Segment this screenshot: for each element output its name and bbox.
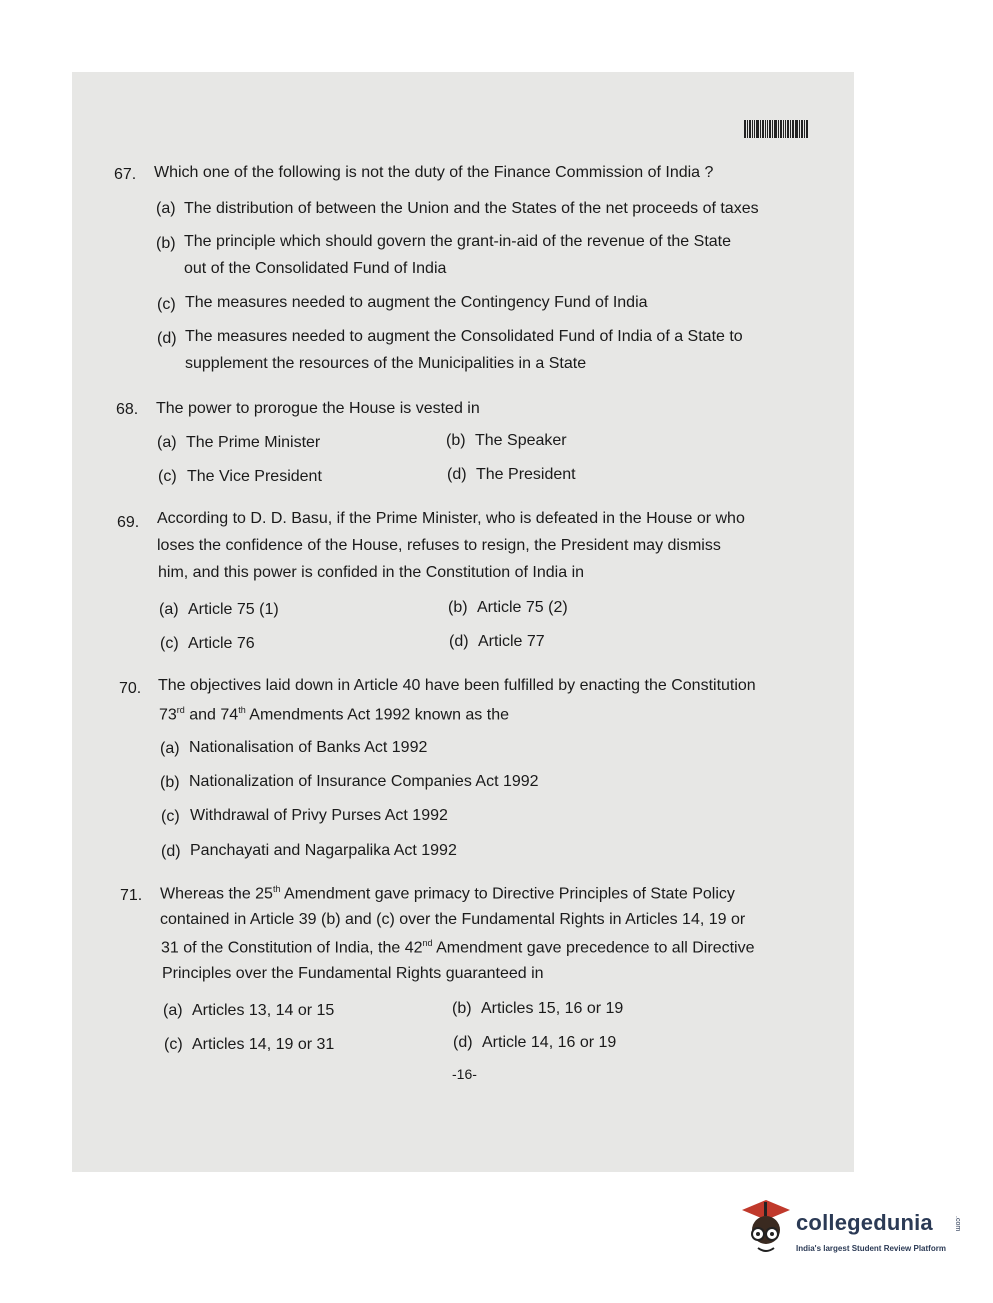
option-text: supplement the resources of the Municipalities in a State xyxy=(185,355,587,372)
option-label: (b) xyxy=(160,774,180,791)
question-text: 31 of the Constitution of India, the 42nd Amendment gave precedence to all Directive xyxy=(161,938,755,957)
question-number: 70. xyxy=(119,680,142,697)
option-text: Article 14, 16 or 19 xyxy=(482,1034,617,1051)
option-label: (d) xyxy=(161,843,181,860)
option-text: Article 77 xyxy=(478,633,545,650)
tagline: India's largest Student Review Platform xyxy=(796,1244,946,1253)
question-text: him, and this power is confided in the Constitution of India in xyxy=(158,564,585,581)
option-label: (a) xyxy=(159,601,179,618)
option-text: The Vice President xyxy=(187,468,322,485)
option-label: (a) xyxy=(156,200,176,217)
page-number: -16- xyxy=(452,1066,477,1082)
question-text: The objectives laid down in Article 40 have been fulfilled by enacting the Constitution xyxy=(158,677,756,694)
option-text: Panchayati and Nagarpalika Act 1992 xyxy=(190,842,457,859)
question-number: 71. xyxy=(120,887,143,904)
brand-name: collegedunia xyxy=(796,1210,933,1235)
option-text: The principle which should govern the grant-in-aid of the revenue of the State xyxy=(184,233,731,250)
option-text: The measures needed to augment the Contingency Fund of India xyxy=(185,294,648,311)
option-text: The distribution of between the Union and the States of the net proceeds of taxes xyxy=(184,200,759,217)
option-label: (c) xyxy=(161,808,180,825)
collegedunia-logo xyxy=(736,1196,966,1260)
option-label: (b) xyxy=(448,599,468,616)
option-text: Articles 14, 19 or 31 xyxy=(192,1036,335,1053)
option-text: Nationalisation of Banks Act 1992 xyxy=(189,739,428,756)
option-text: The Prime Minister xyxy=(186,434,321,451)
question-text: Principles over the Fundamental Rights guaranteed in xyxy=(162,965,544,982)
question-text: loses the confidence of the House, refuses to resign, the President may dismiss xyxy=(157,537,721,554)
option-text: Article 75 (1) xyxy=(188,601,279,618)
option-label: (c) xyxy=(157,296,176,313)
option-label: (b) xyxy=(452,1000,472,1017)
option-text: Articles 15, 16 or 19 xyxy=(481,1000,624,1017)
option-text: Articles 13, 14 or 15 xyxy=(192,1002,335,1019)
option-text: Article 75 (2) xyxy=(477,599,568,616)
brand-suffix: .com xyxy=(954,1216,961,1232)
option-label: (c) xyxy=(160,635,179,652)
option-label: (b) xyxy=(156,235,176,252)
option-text: The President xyxy=(476,466,576,483)
option-label: (a) xyxy=(160,740,180,757)
option-label: (a) xyxy=(157,434,177,451)
option-text: The Speaker xyxy=(475,432,567,449)
option-text: Nationalization of Insurance Companies Act 1992 xyxy=(189,773,539,790)
option-text: The measures needed to augment the Consolidated Fund of India of a State to xyxy=(185,328,743,345)
option-label: (d) xyxy=(453,1034,473,1051)
option-label: (a) xyxy=(163,1002,183,1019)
question-text: The power to prorogue the House is vested in xyxy=(156,400,480,417)
question-number: 68. xyxy=(116,401,139,418)
option-label: (d) xyxy=(449,633,469,650)
question-text: contained in Article 39 (b) and (c) over the Fundamental Rights in Articles 14, 19 or xyxy=(160,911,746,928)
option-label: (b) xyxy=(446,432,466,449)
barcode xyxy=(744,120,808,138)
question-number: 69. xyxy=(117,514,140,531)
option-text: out of the Consolidated Fund of India xyxy=(184,260,447,277)
question-text: 73rd and 74th Amendments Act 1992 known as the xyxy=(159,705,509,724)
question-text: According to D. D. Basu, if the Prime Minister, who is defeated in the House or who xyxy=(157,510,745,527)
option-text: Withdrawal of Privy Purses Act 1992 xyxy=(190,807,448,824)
question-text: Whereas the 25th Amendment gave primacy to Directive Principles of State Policy xyxy=(160,884,735,903)
option-label: (d) xyxy=(447,466,467,483)
mascot-icon xyxy=(736,1196,792,1256)
option-label: (c) xyxy=(164,1036,183,1053)
question-number: 67. xyxy=(114,166,137,183)
option-text: Article 76 xyxy=(188,635,255,652)
option-label: (d) xyxy=(157,330,177,347)
question-text: Which one of the following is not the duty of the Finance Commission of India ? xyxy=(154,164,714,181)
option-label: (c) xyxy=(158,468,177,485)
